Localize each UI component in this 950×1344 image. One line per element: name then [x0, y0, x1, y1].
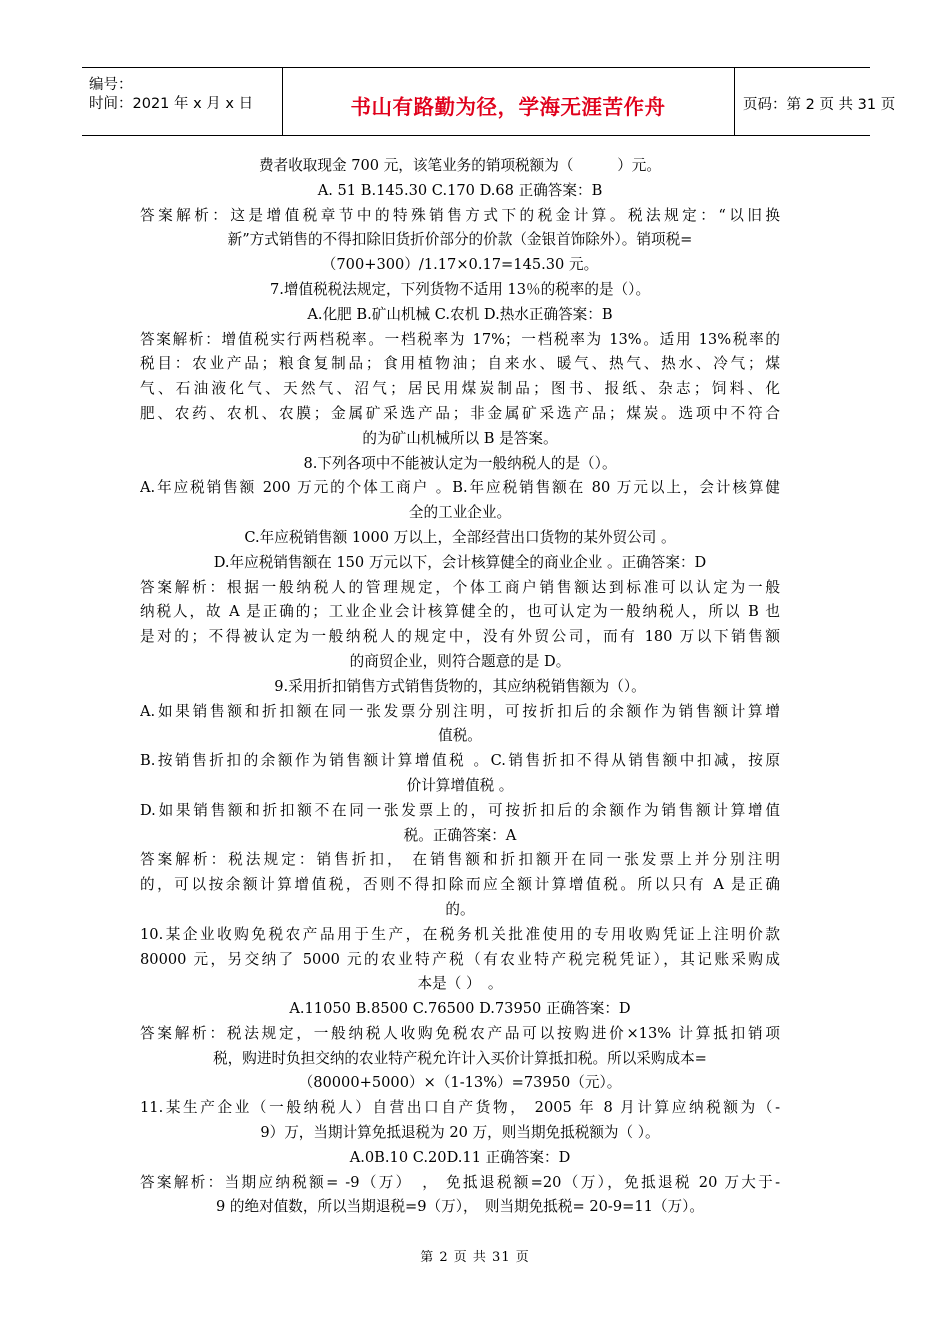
body-text-line: 7.增值税税法规定，下列货物不适用 13％的税率的是（）。 [269, 280, 651, 298]
body-text-line: A.11050 B.8500 C.76500 D.73950 正确答案：D [289, 1000, 631, 1018]
body-text-line: 纳税人，故 A 是正确的；工业企业会计核算健全的，也可认定为一般纳税人，所以 B 也 [140, 603, 780, 621]
document-date-label: 时间：2021 年 x 月 x 日 [89, 96, 254, 112]
body-text-line: 税。正确答案：A [403, 826, 517, 844]
header-meta-cell [82, 68, 283, 135]
body-text-line: D.年应税销售额在 150 万元以下，会计核算健全的商业企业 。正确答案：D [213, 553, 707, 571]
body-text-line: 9）万，当期计算免抵退税为 20 万，则当期免抵税额为（ ）。 [260, 1124, 660, 1142]
body-text-line: 本是（ ） 。 [417, 975, 503, 993]
body-text-line: 答案解析：增值税实行两档税率。一档税率为 17%；一档税率为 13%。适用 13%税率的 [140, 330, 780, 348]
body-text-line: 9 的绝对值数，所以当期退税=9（万）， 则当期免抵税= 20-9=11（万）。 [215, 1198, 705, 1216]
body-text-line: （700+300）/1.17×0.17=145.30 元。 [321, 256, 599, 274]
body-text-line: A. 51 B.145.30 C.170 D.68 正确答案：B [317, 181, 603, 199]
body-text-line: 的商贸企业，则符合题意的是 D。 [349, 652, 571, 670]
body-text-line: 费者收取现金 700 元，该笔业务的销项税额为（ ）元。 [259, 157, 661, 174]
body-text-line: 的为矿山机械所以 B 是答案。 [362, 429, 558, 447]
body-text-line: 答案解析：根据一般纳税人的管理规定，个体工商户销售额达到标准可以认定为一般 [140, 578, 780, 596]
body-text-line: 气、石油液化气、天然气、沼气；居民用煤炭制品；图书、报纸、杂志；饲料、化 [140, 380, 780, 398]
body-text-line: 是对的；不得被认定为一般纳税人的规定中，没有外贸公司，而有 180 万以下销售额 [140, 628, 780, 646]
body-text-line: 答案解析：税法规定，一般纳税人收购免税农产品可以按购进价×13% 计算抵扣销项 [140, 1024, 780, 1042]
body-text-line: 价计算增值税 。 [406, 776, 514, 794]
body-text-line: A.年应税销售额 200 万元的个体工商户 。B.年应税销售额在 80 万元以上，会计核算健 [140, 479, 780, 497]
body-text-line: 答案解析：当期应纳税额= -9（万） ， 免抵退税额=20（万），免抵退税 20 万大于- [140, 1173, 780, 1191]
document-number-label: 编号： [89, 77, 133, 93]
header-motto-cell [282, 68, 735, 135]
body-text-line: 答案解析：这是增值税章节中的特殊销售方式下的税金计算。税法规定：“以旧换 [140, 206, 780, 224]
document-header [82, 67, 896, 136]
body-text-line: 值税。 [438, 727, 482, 745]
body-text-line: C.年应税销售额 1000 万以上，全部经营出口货物的某外贸公司 。 [244, 528, 676, 546]
body-text-line: A.如果销售额和折扣额在同一张发票分别注明，可按折扣后的余额作为销售额计算增 [140, 702, 780, 720]
body-text-line: 的。 [445, 900, 475, 918]
header-motto: 书山有路勤为径，学海无涯苦作舟 [350, 95, 666, 119]
header-page-info: 页码：第 2 页 共 31 页 [743, 97, 896, 113]
body-text-line: B.按销售折扣的余额作为销售额计算增值税 。C.销售折扣不得从销售额中扣减，按原 [140, 752, 780, 770]
body-text-line: D.如果销售额和折扣额不在同一张发票上的，可按折扣后的余额作为销售额计算增值 [140, 801, 780, 819]
body-text-line: 答案解析：税法规定：销售折扣， 在销售额和折扣额开在同一张发票上并分别注明 [140, 851, 780, 869]
body-text-line: 9.采用折扣销售方式销售货物的，其应纳税销售额为（）。 [274, 677, 646, 695]
body-text-line: 肥、农药、农机、农膜；金属矿采选产品；非金属矿采选产品；煤炭。选项中不符合 [140, 404, 780, 422]
body-text-line: （80000+5000）×（1-13%）=73950（元）。 [298, 1074, 622, 1092]
body-text-line: A.0B.10 C.20D.11 正确答案：D [349, 1148, 571, 1166]
body-text-line: 11.某生产企业（一般纳税人）自营出口自产货物， 2005 年 8 月计算应纳税额为（- [140, 1099, 780, 1117]
body-text-line: A.化肥 B.矿山机械 C.农机 D.热水正确答案：B [307, 305, 613, 323]
header-page-cell [734, 68, 896, 135]
body-text-line: 8.下列各项中不能被认定为一般纳税人的是（）。 [303, 454, 617, 472]
page-footer: 第 2 页 共 31 页 [420, 1250, 530, 1265]
body-text-line: 税，购进时负担交纳的农业特产税允许计入买价计算抵扣税。所以采购成本= [213, 1049, 707, 1067]
document-body [140, 154, 780, 1220]
body-text-line: 税目：农业产品；粮食复制品；食用植物油；自来水、暖气、热气、热水、冷气；煤 [140, 355, 780, 373]
body-text-line: 的，可以按余额计算增值税，否则不得扣除而应全额计算增值税。所以只有 A 是正确 [140, 876, 780, 894]
body-text-line: 新”方式销售的不得扣除旧货折价部分的价款（金银首饰除外）。销项税= [227, 231, 693, 249]
body-text-line: 全的工业企业。 [408, 504, 512, 522]
body-text-line: 80000 元，另交纳了 5000 元的农业特产税（有农业特产税完税凭证），其记账采购成 [140, 950, 780, 968]
body-text-line: 10.某企业收购免税农产品用于生产，在税务机关批准使用的专用收购凭证上注明价款 [140, 925, 780, 943]
